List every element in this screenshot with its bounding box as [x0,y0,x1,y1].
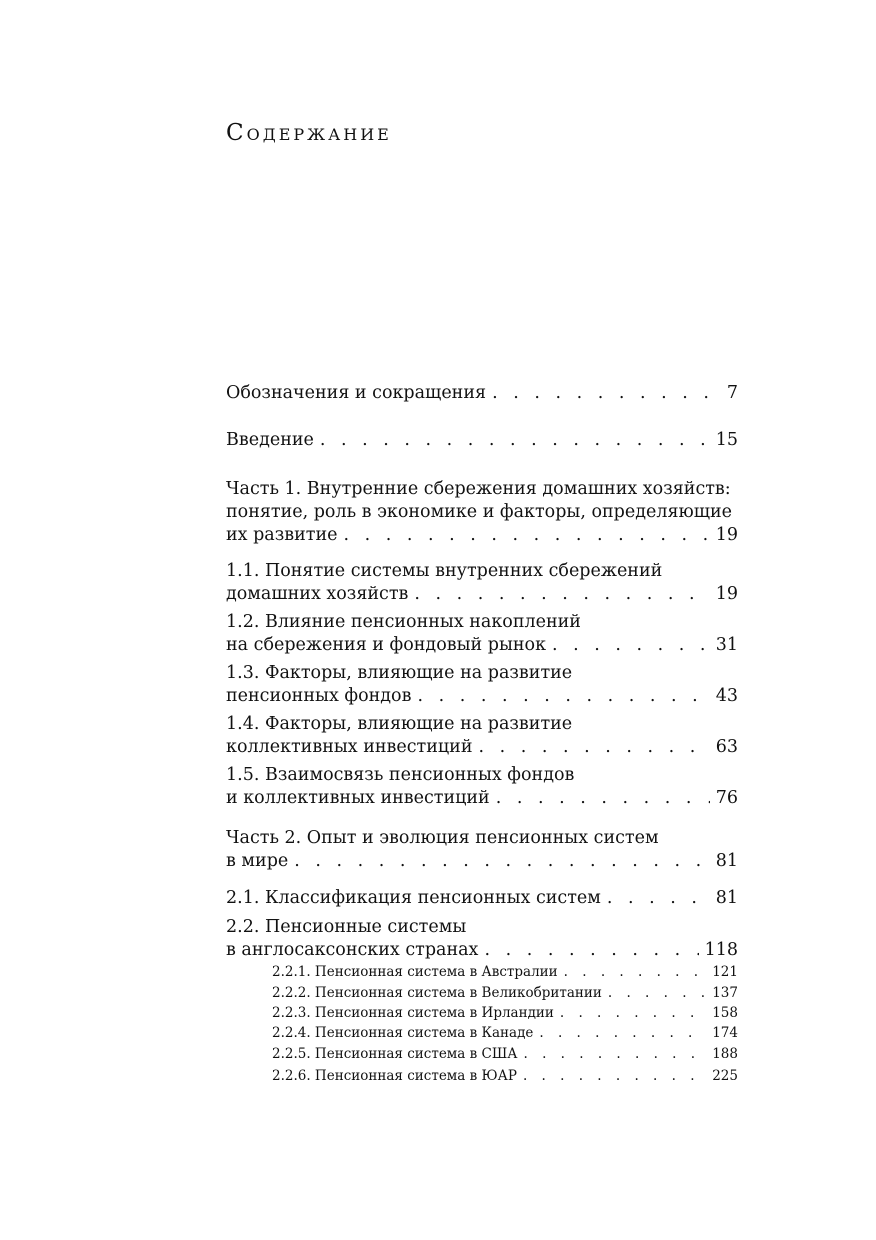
leader-dots [484,939,698,962]
toc-entry-2-1[interactable] [226,887,738,910]
toc-page-number: 118 [704,940,738,960]
toc-page-number: 137 [712,985,738,1001]
toc-page-number: 188 [712,1046,738,1062]
leader-dots [524,1044,707,1064]
page-title: Содержание [226,120,392,146]
toc-entry-text: Обозначения и сокращения [226,383,487,403]
toc-entry-2-2[interactable] [226,916,738,962]
toc-entry-abbreviations[interactable] [226,382,738,405]
leader-dots [294,850,709,873]
toc-entry-text: Часть 2. Опыт и эволюция пенсионных систем [226,828,659,848]
toc-entry-text: коллективных инвестиций [226,737,473,757]
toc-page-number: 19 [715,525,738,545]
toc-page-number: 43 [715,686,738,706]
toc-page-number: 225 [712,1068,738,1084]
toc-entry-text: 2.2.6. Пенсионная система в ЮАР [272,1068,517,1084]
leader-dots [496,787,710,810]
toc-entry-text: пенсионных фондов [226,686,412,706]
toc-entry-1-2[interactable] [226,611,738,657]
leader-dots [479,736,710,759]
toc-entry-text: и коллективных инвестиций [226,788,490,808]
toc-page-number: 81 [715,888,738,908]
toc-entry-text: 1.5. Взаимосвязь пенсионных фондов [226,765,575,785]
leader-dots [560,1003,706,1023]
toc-entry-2-2-3[interactable] [272,1003,738,1023]
toc-entry-text: в англосаксонских странах [226,940,479,960]
toc-entry-text: 1.1. Понятие системы внутренних сбережений [226,561,663,581]
toc-entry-text: домашних хозяйств [226,584,409,604]
leader-dots [607,887,710,910]
leader-dots [414,583,709,606]
toc-entry-2-2-1[interactable] [272,962,738,982]
toc-page-number: 121 [712,964,738,980]
toc-entry-text: понятие, роль в экономике и факторы, определяющие [226,502,733,522]
toc-entry-1-1[interactable] [226,560,738,606]
leader-dots [344,524,710,547]
toc-entry-1-5[interactable] [226,764,738,810]
toc-page-number: 63 [715,737,738,757]
toc-entry-part-2[interactable] [226,827,738,873]
toc-page-number: 76 [715,788,738,808]
toc-entry-text: 1.2. Влияние пенсионных накоплений [226,612,581,632]
leader-dots [564,962,707,982]
toc-entry-text: на сбережения и фондовый рынок [226,635,547,655]
toc-entry-text: 2.2.2. Пенсионная система в Великобритании [272,985,602,1001]
toc-entry-text: 2.2.3. Пенсионная система в Ирландии [272,1005,554,1021]
toc-entry-text: в мире [226,851,289,871]
leader-dots [608,983,706,1003]
toc-entry-text: 2.1. Классификация пенсионных систем [226,888,601,908]
toc-entry-text: 2.2.5. Пенсионная система в США [272,1046,518,1062]
toc-page-number: 81 [715,851,738,871]
toc-entry-text: 1.3. Факторы, влияющие на развитие [226,663,573,683]
toc-entry-2-2-2[interactable] [272,983,738,1003]
toc-page-number: 19 [715,584,738,604]
toc-entry-text: их развитие [226,525,338,545]
toc-entry-2-2-6[interactable] [272,1066,738,1086]
toc-page-number: 158 [712,1005,738,1021]
toc-page-number: 7 [726,383,738,403]
toc-entry-2-2-5[interactable] [272,1044,738,1064]
toc-entry-text: Введение [226,430,314,450]
toc-entry-1-4[interactable] [226,713,738,759]
leader-dots [320,429,710,452]
leader-dots [417,685,709,708]
leader-dots [539,1023,706,1043]
toc-entry-text: 2.2.1. Пенсионная система в Австралии [272,964,558,980]
toc-entry-text: 2.2.4. Пенсионная система в Канаде [272,1025,534,1041]
toc-entry-text: 2.2. Пенсионные системы [226,917,467,937]
leader-dots [523,1066,706,1086]
toc-page-number: 174 [712,1025,738,1041]
toc-entry-part-1[interactable] [226,478,738,547]
toc-page-number: 31 [715,635,738,655]
toc-page-number: 15 [715,430,738,450]
leader-dots [492,382,721,405]
toc-entry-1-3[interactable] [226,662,738,708]
toc-entry-text: 1.4. Факторы, влияющие на развитие [226,714,573,734]
toc-entry-text: Часть 1. Внутренние сбережения домашних хозяйств: [226,479,731,499]
toc-entry-2-2-4[interactable] [272,1023,738,1043]
toc-entry-introduction[interactable] [226,429,738,452]
leader-dots [552,634,710,657]
